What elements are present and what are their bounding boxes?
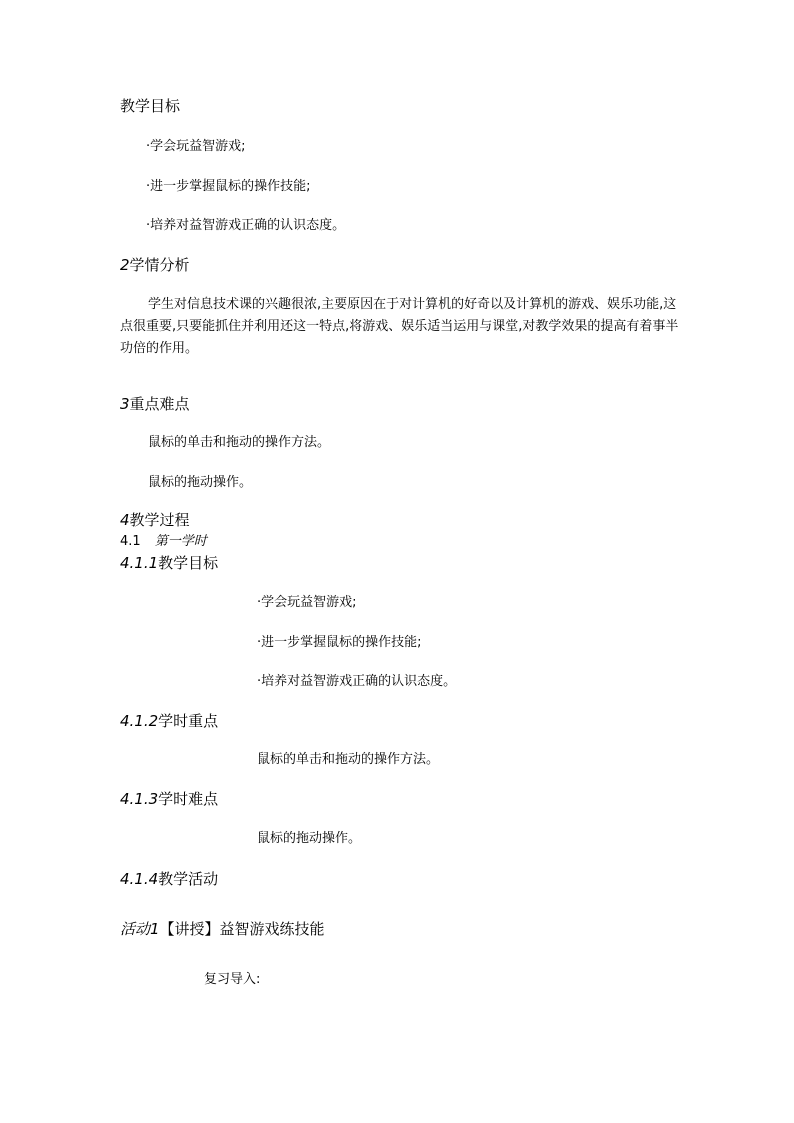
section-number: 2	[120, 256, 130, 274]
section-title-text: 教学过程	[129, 511, 190, 529]
subsection-goals-title	[120, 556, 218, 571]
section-title-teaching-goals: 教学目标	[120, 97, 181, 115]
review-intro-text: 复习导入:	[204, 972, 261, 987]
section-title-text: 学情分析	[129, 256, 190, 274]
activity-1-title	[120, 922, 325, 937]
lesson-difficulty-text: 鼠标的拖动操作。	[257, 831, 362, 846]
subsection-title: 教学活动	[158, 870, 219, 888]
subsection-number: 4.1.3	[120, 790, 159, 808]
subsection-key-title	[120, 714, 218, 729]
goal-item-1: ·学会玩益智游戏;	[146, 139, 246, 154]
lesson-goal-item-2: ·进一步掌握鼠标的操作技能;	[257, 635, 422, 650]
section-title-key-difficulties	[120, 397, 190, 412]
lesson-goal-item-3: ·培养对益智游戏正确的认识态度。	[257, 674, 457, 689]
section-number: 4	[120, 511, 130, 529]
student-analysis-paragraph: 学生对信息技术课的兴趣很浓,主要原因在于对计算机的好奇以及计算机的游戏、娱乐功能,这点很重要,只要能抓住并利用还这一特点,将游戏、娱乐适当运用与课堂,对教学效果的提高有着事半功倍的作用。	[120, 297, 679, 356]
section-title-student-analysis	[120, 258, 190, 273]
subsection-title: 学时重点	[158, 712, 219, 730]
lesson-goal-item-1: ·学会玩益智游戏;	[257, 595, 357, 610]
goal-item-3: ·培养对益智游戏正确的认识态度。	[146, 218, 346, 233]
subsection-title: 教学目标	[158, 554, 219, 572]
section-number: 3	[120, 395, 130, 413]
subsection-first-lesson	[120, 535, 207, 548]
activity-title: 【讲授】益智游戏练技能	[159, 920, 325, 938]
subsection-number: 4.1.2	[120, 712, 159, 730]
difficulty-text: 鼠标的拖动操作。	[148, 475, 253, 490]
section-title-text: 重点难点	[129, 395, 190, 413]
subsection-activities-title	[120, 872, 218, 887]
subsection-difficulty-title	[120, 792, 218, 807]
lesson-key-text: 鼠标的单击和拖动的操作方法。	[257, 752, 440, 767]
activity-prefix: 活动1	[120, 920, 160, 938]
subsection-number: 4.1.4	[120, 870, 159, 888]
subsection-title: 学时难点	[158, 790, 219, 808]
section-title-teaching-process	[120, 513, 190, 528]
subsection-number: 4.1.1	[120, 554, 159, 572]
subsection-number: 4.1	[120, 534, 141, 549]
goal-item-2: ·进一步掌握鼠标的操作技能;	[146, 179, 311, 194]
subsection-title: 第一学时	[154, 534, 207, 549]
key-point-text: 鼠标的单击和拖动的操作方法。	[148, 435, 331, 450]
